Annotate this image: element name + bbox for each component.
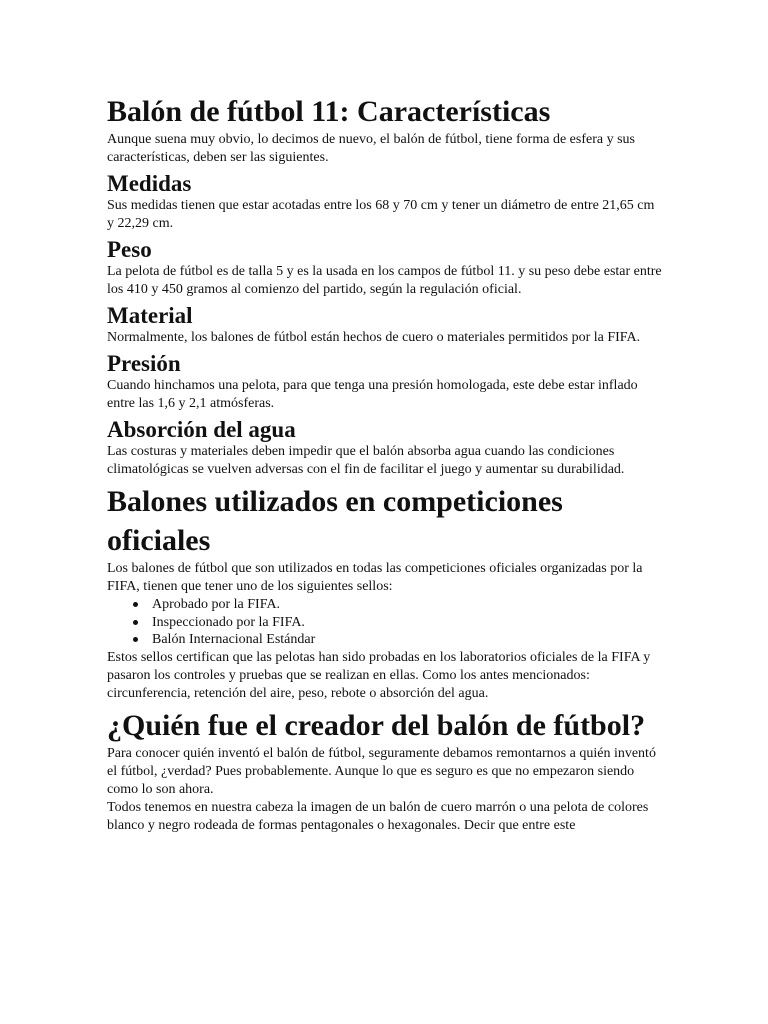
heading-absorcion: Absorción del agua bbox=[107, 417, 296, 442]
paragraph-competiciones-outro: Estos sellos certifican que las pelotas han sido probadas en los laboratorios oficiales de la FIFA y pasaron los controles y pruebas que se realizan en ellas. Como los antes mencionados: circunferencia, retención del aire, peso, rebote o absorción del agua. bbox=[107, 649, 651, 701]
heading-competiciones: Balones utilizados en competiciones oficiales bbox=[107, 485, 563, 557]
paragraph-absorcion: Las costuras y materiales deben impedir que el balón absorba agua cuando las condiciones climatológicas se vuelven adversas con el fin de facilitar el juego y aumentar su durabilidad. bbox=[107, 444, 625, 477]
paragraph-creador-2: Todos tenemos en nuestra cabeza la imagen de un balón de cuero marrón o una pelota de colores blanco y negro rodeada de formas pentagonales o hexagonales. Decir que entre este bbox=[107, 799, 649, 833]
list-item: Balón Internacional Estándar bbox=[152, 631, 662, 649]
heading-peso: Peso bbox=[107, 237, 152, 262]
heading-medidas: Medidas bbox=[107, 171, 192, 196]
paragraph-medidas: Sus medidas tienen que estar acotadas entre los 68 y 70 cm y tener un diámetro de entre 21,65 cm y 22,29 cm. bbox=[107, 198, 655, 231]
document-page bbox=[107, 92, 662, 835]
page-title: Balón de fútbol 11: Características bbox=[107, 95, 551, 128]
heading-creador: ¿Quién fue el creador del balón de fútbol? bbox=[107, 708, 646, 742]
paragraph-creador-1: Para conocer quién inventó el balón de fútbol, seguramente debamos remontarnos a quién inventó el fútbol, ¿verdad? Pues probablemente. Aunque lo que es seguro es que no empezaron siendo como lo son ahora. bbox=[107, 745, 656, 797]
paragraph-material: Normalmente, los balones de fútbol están hechos de cuero o materiales permitidos por la FIFA. bbox=[107, 330, 641, 345]
list-item: Aprobado por la FIFA. bbox=[152, 596, 662, 614]
list-item: Inspeccionado por la FIFA. bbox=[152, 614, 662, 632]
paragraph-presion: Cuando hinchamos una pelota, para que tenga una presión homologada, este debe estar inflado entre las 1,6 y 2,1 atmósferas. bbox=[107, 378, 638, 411]
paragraph-peso: La pelota de fútbol es de talla 5 y es la usada en los campos de fútbol 11. y su peso debe estar entre los 410 y 450 gramos al comienzo del partido, según la regulación oficial. bbox=[107, 264, 662, 297]
heading-presion: Presión bbox=[107, 351, 181, 376]
paragraph-competiciones-intro: Los balones de fútbol que son utilizados en todas las competiciones oficiales organizadas por la FIFA, tienen que tener uno de los siguientes sellos: bbox=[107, 561, 643, 594]
seal-list bbox=[107, 596, 662, 649]
intro-paragraph: Aunque suena muy obvio, lo decimos de nuevo, el balón de fútbol, tiene forma de esfera y sus características, deben ser las siguientes. bbox=[107, 132, 635, 165]
heading-material: Material bbox=[107, 303, 193, 328]
